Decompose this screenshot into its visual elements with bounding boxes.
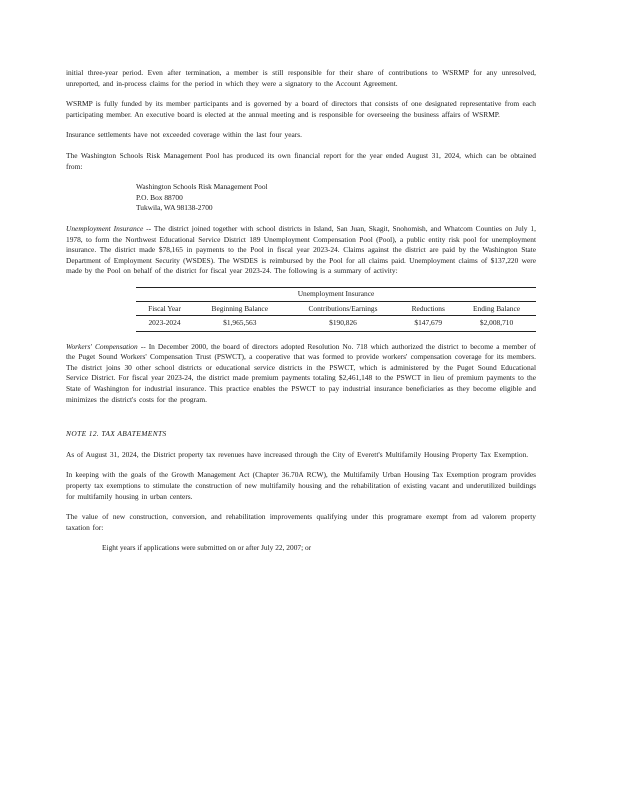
table-title: Unemployment Insurance <box>136 287 536 301</box>
unemployment-text: -- The district joined together with school districts in Island, San Juan, Skagit, Snohomish, and Whatcom Counties on July 1, 1978, to form the Northwest Educational Service District 189 Unemployment Compensation Pool (Pool), a public entity risk pool for unemployment insurance. The district made $78,165 in payments to the Pool in fiscal year 2023-24. Claims against the district are paid by the Washington State Department of Employment Security (WSDES). The WSDES is reimbursed by the Pool for all claims paid. Unemployment claims of $137,220 were made by the Pool on behalf of the district for fiscal year 2023-24. The following is a summary of activity: <box>66 223 536 276</box>
table-cell: $2,008,710 <box>457 316 536 332</box>
workers-comp-text: -- In December 2000, the board of directors adopted Resolution No. 718 which authorized the district to become a member of the Puget Sound Workers' Compensation Trust (PSWCT), a cooperative that was formed to provide workers' compensation coverage for its members. The district joins 30 other school districts or educational service districts in the PSWCT, which is administered by the Puget Sound Educational Service District. For fiscal year 2023-24, the district made premium payments totaling $2,461,148 to the PSWCT in lieu of premium payments to the State of Washington for industrial insurance. This practice enables the PSWCT to pay industrial insurance beneficiaries as they become eligible and minimizes the district's costs for the program. <box>66 341 536 404</box>
unemployment-label: Unemployment Insurance <box>66 223 144 233</box>
list-item <box>84 543 536 554</box>
paragraph-workers-comp <box>66 342 536 406</box>
table-header: Beginning Balance <box>193 301 287 316</box>
paragraph-unemployment <box>66 224 536 277</box>
paragraph-exemption-value: The value of new construction, conversion, and rehabilitation improvements qualifying under this programare exempt from ad valorem property taxation for: <box>66 512 536 532</box>
mailing-address <box>136 182 536 214</box>
table-header: Reductions <box>399 301 457 316</box>
document-page <box>66 68 536 554</box>
list-item-text: Eight years if applications were submitted on or after July 22, 2007; or <box>102 543 312 553</box>
address-line-1: Washington Schools Risk Management Pool <box>136 182 268 192</box>
table-cell: $1,965,563 <box>193 316 287 332</box>
table-header: Fiscal Year <box>136 301 193 316</box>
paragraph-wsrmp-termination: initial three-year period. Even after termination, a member is still responsible for their share of contributions to WSRMP for any unresolved, unreported, and in-process claims for the period in which they were a signatory to the Account Agreement. <box>66 68 536 88</box>
paragraph-insurance-settlements: Insurance settlements have not exceeded coverage within the last four years. <box>66 130 302 140</box>
table-header: Ending Balance <box>457 301 536 316</box>
paragraph-wsrmp-governance: WSRMP is fully funded by its member participants and is governed by a board of directors that consists of one designated representative from each participating member. An executive board is elected at the annual meeting and is responsible for overseeing the business affairs of WSRMP. <box>66 99 536 119</box>
paragraph-growth-management: In keeping with the goals of the Growth Management Act (Chapter 36.70A RCW), the Multifamily Urban Housing Tax Exemption program provides property tax exemptions to stimulate the construction of new multifamily housing and the rehabilitation of existing vacant and underutilized buildings for multifamily housing in urban centers. <box>66 470 536 501</box>
table-cell: $147,679 <box>399 316 457 332</box>
note-12-heading: NOTE 12. TAX ABATEMENTS <box>66 429 167 439</box>
table-row <box>136 316 536 332</box>
table-header: Contributions/Earnings <box>287 301 400 316</box>
paragraph-financial-report: The Washington Schools Risk Management Pool has produced its own financial report for the year ended August 31, 2024, which can be obtained from: <box>66 150 536 171</box>
address-line-3: Tukwila, WA 98138-2700 <box>136 203 213 213</box>
unemployment-table <box>136 287 536 332</box>
table-cell: 2023-2024 <box>136 316 193 332</box>
address-line-2: P.O. Box 88700 <box>136 192 183 202</box>
table-cell: $190,826 <box>287 316 400 332</box>
bullet-glyph <box>84 543 102 554</box>
workers-comp-label: Workers' Compensation <box>66 341 138 351</box>
paragraph-tax-revenue: As of August 31, 2024, the District property tax revenues have increased through the City of Everett's Multifamily Housing Property Tax Exemption. <box>66 449 529 459</box>
